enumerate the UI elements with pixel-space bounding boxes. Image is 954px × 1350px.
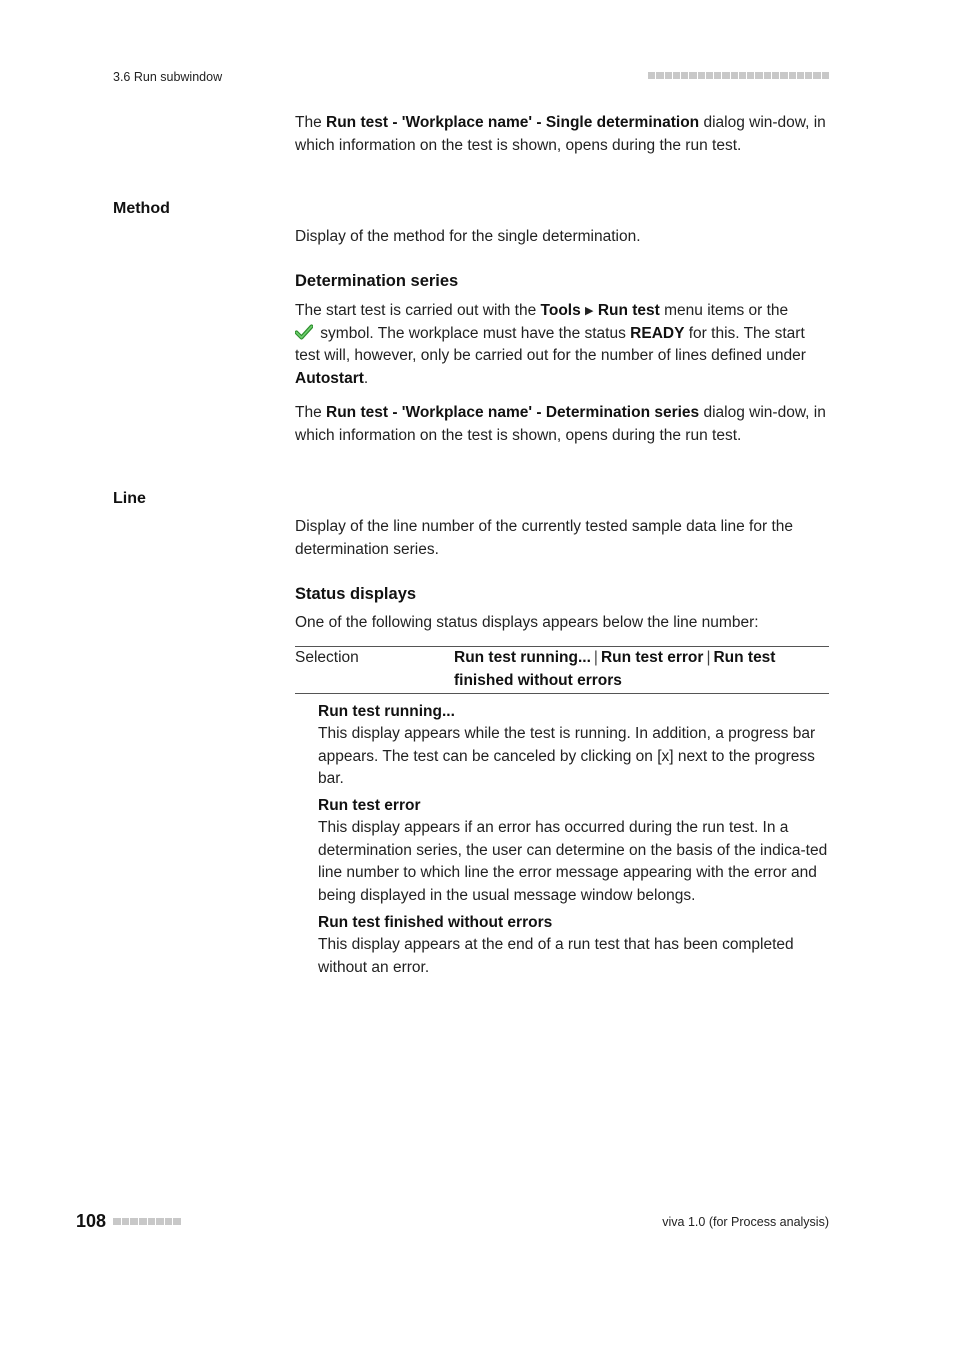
footer-product: viva 1.0 (for Process analysis) <box>662 1215 829 1229</box>
determination-series-paragraph-2: The Run test - 'Workplace name' - Determination series dialog win-dow, in which information on the test is shown, opens during the run test. <box>295 404 826 444</box>
selection-option: Run test error <box>600 649 704 666</box>
status-item-title: Run test error <box>318 797 421 814</box>
status-displays-intro: One of the following status displays appears below the line number: <box>295 614 759 631</box>
determination-series-heading: Determination series <box>295 272 459 290</box>
method-description: Display of the method for the single determination. <box>295 228 641 245</box>
page-number: 108 <box>76 1211 107 1231</box>
option-separator: | <box>593 649 598 666</box>
status-item-description: This display appears while the test is running. In addition, a progress bar appears. The test can be canceled by clicking on [x] next to the progress bar. <box>318 725 816 788</box>
line-description: Display of the line number of the currently tested sample data line for the determination series. <box>295 518 793 558</box>
determination-series-paragraph-1: The start test is carried out with the Tools ▶ Run test menu items or the symbol. The workplace must have the status READY for this. The start test will, however, only be carried out for the number of lines defined under Autostart. <box>295 302 806 387</box>
selection-option: Run test running... <box>454 649 591 666</box>
running-header-section: 3.6 Run subwindow <box>113 70 223 84</box>
status-item-title: Run test finished without errors <box>318 914 553 931</box>
line-heading: Line <box>113 490 146 507</box>
method-heading: Method <box>113 200 170 217</box>
selection-label: Selection <box>295 649 359 666</box>
option-separator: | <box>706 649 711 666</box>
header-decoration-dots <box>648 72 829 80</box>
selection-option: Run test finished without errors <box>454 649 776 689</box>
status-item-title: Run test running... <box>318 703 455 720</box>
status-displays-heading: Status displays <box>295 585 417 603</box>
menu-arrow-icon: ▶ <box>585 305 594 317</box>
selection-values <box>454 647 829 692</box>
footer-decoration-dots <box>113 1218 181 1226</box>
intro-paragraph: The Run test - 'Workplace name' - Single determination dialog win-dow, in which information on the test is shown, opens during the run test. <box>295 114 826 154</box>
status-item-description: This display appears at the end of a run test that has been completed without an error. <box>318 936 794 976</box>
selection-table <box>295 646 829 694</box>
green-check-icon <box>295 324 313 340</box>
status-item-description: This display appears if an error has occurred during the run test. In a determination series, the user can determine on the basis of the indica-ted line number to which line the error message appearing with the error and being displayed in the usual message window belongs. <box>318 819 828 904</box>
